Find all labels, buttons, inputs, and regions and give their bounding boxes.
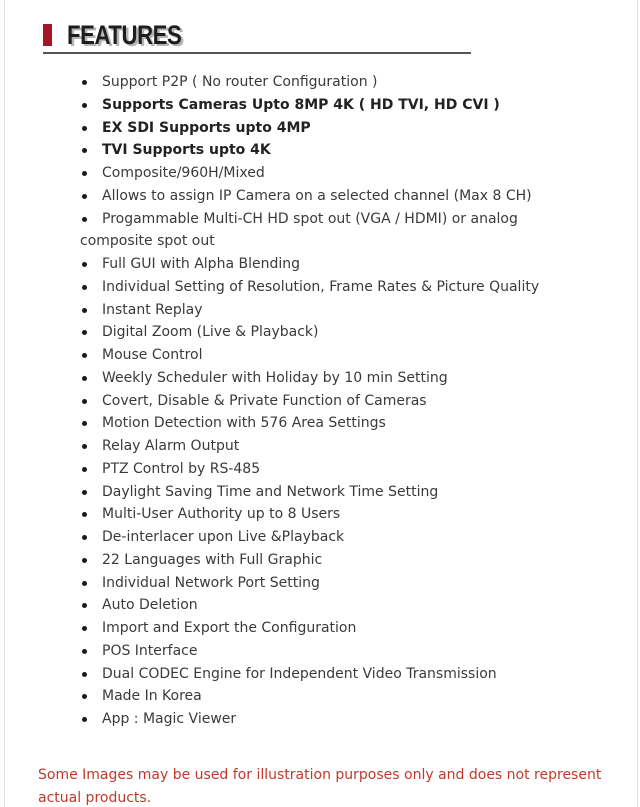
- heading-title: FEATURES: [67, 20, 182, 50]
- disclaimer-text: Some Images may be used for illustration purposes only and does not represent actual products.: [38, 767, 602, 806]
- feature-text: Import and Export the Configuration: [102, 620, 357, 636]
- bullet-icon: [82, 467, 87, 472]
- bullet-icon: [82, 444, 87, 449]
- bullet-icon: [82, 262, 87, 267]
- feature-text: Progammable Multi-CH HD spot out (VGA / HDMI) or analog composite spot out: [80, 210, 518, 250]
- bullet-icon: [82, 103, 87, 108]
- feature-text: EX SDI Supports upto 4MP: [102, 119, 311, 136]
- feature-text: Made In Korea: [102, 688, 202, 705]
- feature-text: Digital Zoom (Live & Playback): [102, 324, 319, 341]
- feature-text: Daylight Saving Time and Network Time Setting: [102, 483, 439, 500]
- bullet-icon: [82, 581, 87, 586]
- feature-item: [80, 276, 620, 299]
- feature-text: App : Magic Viewer: [102, 711, 237, 727]
- feature-text: Covert, Disable & Private Function of Cameras: [102, 392, 427, 409]
- feature-item: [80, 117, 620, 140]
- bullet-icon: [82, 148, 87, 153]
- feature-text: Allows to assign IP Camera on a selected channel (Max 8 CH): [102, 187, 532, 204]
- feature-item: [80, 185, 620, 208]
- feature-text: Dual CODEC Engine for Independent Video Transmission: [102, 665, 497, 682]
- feature-text: Support P2P ( No router Configuration ): [102, 74, 378, 90]
- feature-item: [80, 412, 620, 435]
- feature-item: [80, 458, 620, 481]
- feature-item: [80, 139, 620, 162]
- feature-item: [80, 594, 620, 617]
- bullet-icon: [82, 194, 87, 199]
- feature-text: Supports Cameras Upto 8MP 4K ( HD TVI, HD CVI ): [102, 96, 500, 113]
- feature-text: PTZ Control by RS-485: [102, 460, 261, 477]
- feature-text: Individual Network Port Setting: [102, 574, 320, 591]
- feature-text: Weekly Scheduler with Holiday by 10 min Setting: [102, 369, 448, 386]
- feature-item: [80, 344, 620, 367]
- bullet-icon: [82, 535, 87, 540]
- feature-item: [80, 94, 620, 117]
- heading-accent-bar: [43, 24, 52, 46]
- feature-item: [80, 549, 620, 572]
- feature-item: [80, 208, 520, 254]
- feature-item: [80, 481, 620, 504]
- feature-item: [80, 503, 620, 526]
- feature-item: [80, 253, 620, 276]
- bullet-icon: [82, 308, 87, 313]
- feature-text: POS Interface: [102, 642, 198, 659]
- feature-item: [80, 640, 620, 663]
- bullet-icon: [82, 717, 87, 722]
- bullet-icon: [82, 649, 87, 654]
- bullet-icon: [82, 330, 87, 335]
- feature-text: TVI Supports upto 4K: [102, 142, 271, 159]
- bullet-icon: [82, 626, 87, 631]
- bullet-icon: [82, 171, 87, 176]
- feature-text: Individual Setting of Resolution, Frame Rates & Picture Quality: [102, 278, 540, 295]
- bullet-icon: [82, 399, 87, 404]
- bullet-icon: [82, 672, 87, 677]
- feature-item: [80, 71, 620, 94]
- feature-text: Auto Deletion: [102, 597, 198, 614]
- bullet-icon: [82, 558, 87, 563]
- feature-item: [80, 162, 620, 185]
- feature-item: [80, 617, 620, 640]
- bullet-icon: [82, 80, 87, 85]
- feature-text: 22 Languages with Full Graphic: [102, 551, 323, 568]
- bullet-icon: [82, 285, 87, 290]
- feature-item: [80, 390, 620, 413]
- feature-text: Instant Replay: [102, 301, 203, 318]
- feature-item: [80, 367, 620, 390]
- bullet-icon: [82, 217, 87, 222]
- feature-text: Multi-User Authority up to 8 Users: [102, 506, 341, 523]
- feature-item: [80, 526, 620, 549]
- feature-text: Full GUI with Alpha Blending: [102, 256, 300, 272]
- bullet-icon: [82, 376, 87, 381]
- bullet-icon: [82, 512, 87, 517]
- feature-item: [80, 321, 620, 344]
- features-heading: [43, 18, 471, 54]
- feature-text: Composite/960H/Mixed: [102, 165, 265, 181]
- feature-text: Mouse Control: [102, 347, 203, 363]
- feature-list: [80, 71, 620, 731]
- bullet-icon: [82, 126, 87, 131]
- feature-item: [80, 435, 620, 458]
- bullet-icon: [82, 353, 87, 358]
- feature-item: [80, 663, 620, 686]
- bullet-icon: [82, 421, 87, 426]
- feature-text: De-interlacer upon Live &Playback: [102, 529, 345, 545]
- feature-text: Motion Detection with 576 Area Settings: [102, 415, 386, 432]
- feature-item: [80, 572, 620, 595]
- bullet-icon: [82, 490, 87, 495]
- bullet-icon: [82, 603, 87, 608]
- feature-item: [80, 708, 620, 731]
- bullet-icon: [82, 694, 87, 699]
- feature-item: [80, 299, 620, 322]
- feature-item: [80, 685, 620, 708]
- feature-text: Relay Alarm Output: [102, 438, 240, 454]
